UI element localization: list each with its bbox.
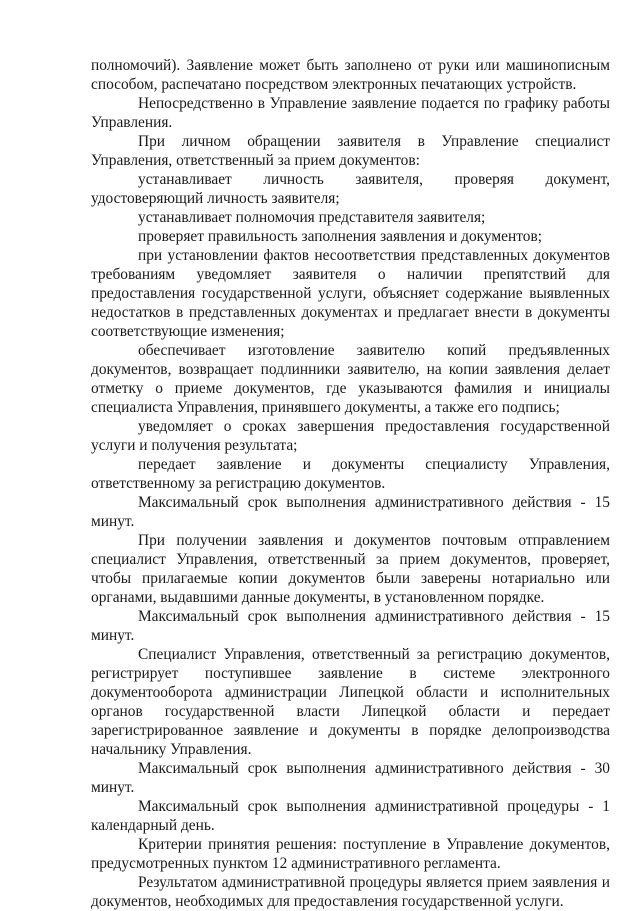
paragraph-personal-visit: При личном обращении заявителя в Управление специалист Управления, ответственный за прием документов: — [91, 133, 610, 169]
paragraph-max-term-15-a: Максимальный срок выполнения административного действия - 15 минут. — [91, 494, 610, 530]
paragraph-procedure-result: Результатом административной процедуры является прием заявления и документов, необходимых для предоставления государственной услуги. — [91, 874, 610, 910]
list-item-identity: устанавливает личность заявителя, проверяя документ, удостоверяющий личность заявителя; — [91, 171, 610, 207]
paragraph-max-term-15-b: Максимальный срок выполнения административного действия - 15 минут. — [91, 608, 610, 644]
paragraph-continuation: полномочий). Заявление может быть заполнено от руки или машинописным способом, распечатано посредством электронных печатающих устройств. — [91, 57, 610, 93]
paragraph-max-procedure-term: Максимальный срок выполнения административной процедуры - 1 календарный день. — [91, 798, 610, 834]
paragraph-registration: Специалист Управления, ответственный за регистрацию документов, регистрирует поступившее заявление в системе электронного документооборота администрации Липецкой области и исполнительных органов государственной власти Липецкой области и передает зарегистрированное заявление и документы в порядке делопроизводства начальнику Управления. — [91, 646, 610, 758]
list-item-authority: устанавливает полномочия представителя заявителя; — [138, 209, 486, 226]
paragraph-postal-receipt: При получении заявления и документов почтовым отправлением специалист Управления, ответственный за прием документов, проверяет, чтобы прилагаемые копии документов были заверены нотариально или органами, выдавшими данные документы, в установленном порядке. — [91, 532, 610, 606]
paragraph-decision-criteria: Критерии принятия решения: поступление в Управление документов, предусмотренных пунктом 12 административного регламента. — [91, 836, 610, 872]
paragraph-submission-schedule: Непосредственно в Управление заявление подается по графику работы Управления. — [91, 95, 610, 131]
list-item-copies: обеспечивает изготовление заявителю копий предъявленных документов, возвращает подлинники заявителю, на копии заявления делает отметку о приеме документов, где указываются фамилия и инициалы специалиста Управления, принявшего документы, а также его подпись; — [91, 342, 610, 416]
document-page — [91, 56, 610, 911]
list-item-nonconformity: при установлении фактов несоответствия представленных документов требованиям уведомляет заявителя о наличии препятствий для предоставления государственной услуги, объясняет содержание выявленных недостатков в представленных документах и предлагает внести в документы соответствующие изменения; — [91, 247, 610, 340]
paragraph-max-term-30: Максимальный срок выполнения административного действия - 30 минут. — [91, 760, 610, 796]
list-item-notify-terms: уведомляет о сроках завершения предоставления государственной услуги и получения результата; — [91, 418, 610, 454]
list-item-transfer: передает заявление и документы специалисту Управления, ответственному за регистрацию документов. — [91, 456, 610, 492]
list-item-check-filling: проверяет правильность заполнения заявления и документов; — [138, 228, 542, 245]
